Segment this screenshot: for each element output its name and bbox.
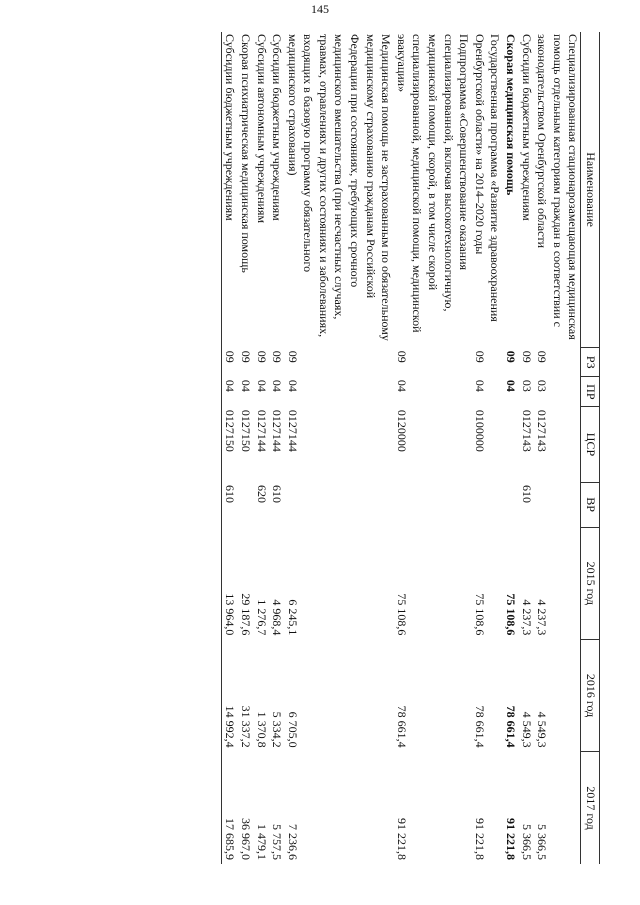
table-body (221, 32, 581, 864)
value-2015: 75 108,6 (504, 593, 519, 636)
pr-cell: 04 (394, 379, 409, 392)
value-2015: 4 237,3 (519, 599, 534, 636)
table-row (518, 32, 534, 864)
name-cell: Скорая психиатрическая медицинская помощь (238, 34, 253, 273)
pr-cell: 04 (504, 379, 519, 392)
value-2016: 1 370,8 (254, 711, 269, 748)
value-2016: 14 992,4 (221, 639, 237, 751)
rz-cell: 09 (285, 350, 300, 363)
vr-cell (393, 482, 471, 527)
name-cell: Субсидии автономным учреждениям (254, 34, 269, 224)
value-2015: 13 964,0 (221, 527, 237, 639)
value-2015: 29 187,6 (238, 593, 253, 636)
value-2017: 7 236,6 (285, 824, 300, 860)
vr-cell: 610 (221, 482, 237, 527)
table-row (269, 32, 285, 864)
value-2017: 5 366,5 (535, 824, 550, 860)
budget-table (221, 32, 600, 864)
value-2017: 36 967,0 (238, 818, 253, 860)
table-row (253, 32, 269, 864)
value-2015: 75 108,6 (394, 593, 409, 636)
csr-cell: 0127144 (254, 409, 269, 452)
name-cell: Субсидии бюджетным учреждениям (270, 34, 285, 221)
value-2017: 91 221,8 (394, 818, 409, 860)
table-row (221, 32, 237, 864)
rz-cell: 09 (535, 350, 550, 363)
value-2016: 4 549,3 (519, 711, 534, 748)
header-2017: 2017 год (581, 752, 600, 864)
csr-cell: 0127143 (535, 409, 550, 452)
value-2016: 4 549,3 (535, 711, 550, 748)
csr-cell: 0127150 (238, 409, 253, 452)
csr-cell: 0127143 (519, 409, 534, 452)
value-2015: 6 245,1 (285, 599, 300, 636)
header-2015: 2015 год (581, 527, 600, 639)
header-vr: ВР (581, 482, 600, 527)
header-csr: ЦСР (581, 407, 600, 482)
table-row (237, 32, 253, 864)
rz-cell: 09 (254, 350, 269, 363)
vr-cell (534, 482, 581, 527)
value-2017: 91 221,8 (504, 818, 519, 860)
page-number: 145 (311, 2, 329, 16)
value-2016: 31 337,2 (238, 705, 253, 748)
table-row (534, 32, 581, 864)
value-2015: 4 237,3 (535, 599, 550, 636)
value-2017: 1 479,1 (254, 824, 269, 860)
vr-cell: 610 (519, 485, 534, 504)
header-name: Наименование (581, 32, 600, 348)
rz-cell: 09 (270, 350, 285, 363)
csr-cell: 0127144 (270, 409, 285, 452)
vr-cell (237, 482, 253, 527)
table-header-row (581, 32, 600, 864)
rz-cell: 09 (504, 350, 519, 363)
value-2015: 1 276,7 (254, 599, 269, 636)
value-2017: 5 757,5 (270, 824, 285, 860)
header-pr: ПР (581, 377, 600, 407)
pr-cell: 04 (270, 379, 285, 392)
value-2016: 5 334,2 (270, 711, 285, 748)
pr-cell: 03 (535, 379, 550, 392)
name-cell: Государственная программа «Развитие здравоохранения Оренбургской области» на 2014–2020 годы (472, 34, 503, 322)
rz-cell: 09 (519, 350, 534, 363)
pr-cell: 04 (472, 379, 487, 392)
name-cell: Подпрограмма «Совершенствование оказания специализированной, включая высокотехнологичную, медицинской помощи, скорой, в том числе скорой специализированной, медицинской помощи, медицинской эвакуации» (394, 34, 472, 333)
pr-cell: 04 (285, 379, 300, 392)
name-cell: Медицинская помощь не застрахованным по обязательному медицинскому страхованию гражданам Российской Федерации при состояниях, требующих срочного медицинского вмешательства (при несчастных случаях, травмах, отравлениях и других состояниях и заболеваниях, входящих в базовую программу обязательного медицинского страхования) (285, 34, 394, 341)
vr-cell (502, 482, 518, 527)
header-rz: РЗ (581, 348, 600, 377)
rz-cell: 09 (238, 350, 253, 363)
value-2017: 91 221,8 (472, 818, 487, 860)
pr-cell: 04 (221, 377, 237, 407)
header-2016: 2016 год (581, 639, 600, 751)
value-2015: 75 108,6 (472, 593, 487, 636)
csr-cell (502, 407, 518, 482)
vr-cell: 610 (270, 485, 285, 504)
value-2017: 5 366,5 (519, 824, 534, 860)
rotated-page-content (58, 32, 600, 864)
value-2016: 78 661,4 (472, 705, 487, 748)
csr-cell: 0127144 (285, 409, 300, 452)
value-2015: 4 968,4 (270, 599, 285, 636)
vr-cell: 620 (254, 485, 269, 504)
value-2016: 78 661,4 (394, 705, 409, 748)
pr-cell: 04 (254, 379, 269, 392)
table-row (393, 32, 471, 864)
csr-cell: 0127150 (221, 407, 237, 482)
table-row (471, 32, 502, 864)
rz-cell: 09 (221, 348, 237, 377)
name-cell: Специализированная стационарозамещающая медицинская помощь отдельным категориям граждан в соответствии с законодательством Оренбургской области (535, 34, 581, 340)
name-cell: Скорая медицинская помощь (504, 34, 519, 196)
csr-cell: 0120000 (394, 409, 409, 452)
value-2016: 78 661,4 (504, 705, 519, 748)
table-row (284, 32, 393, 864)
rz-cell: 09 (394, 350, 409, 363)
value-2017: 17 685,9 (221, 752, 237, 864)
vr-cell (284, 482, 393, 527)
table-row (502, 32, 518, 864)
pr-cell: 03 (519, 379, 534, 392)
pr-cell: 04 (238, 379, 253, 392)
csr-cell: 0100000 (472, 409, 487, 452)
rz-cell: 09 (472, 350, 487, 363)
vr-cell (471, 482, 502, 527)
name-cell: Субсидии бюджетным учреждениям (519, 34, 534, 221)
value-2016: 6 705,0 (285, 711, 300, 748)
name-cell: Субсидии бюджетным учреждениям (221, 32, 237, 348)
